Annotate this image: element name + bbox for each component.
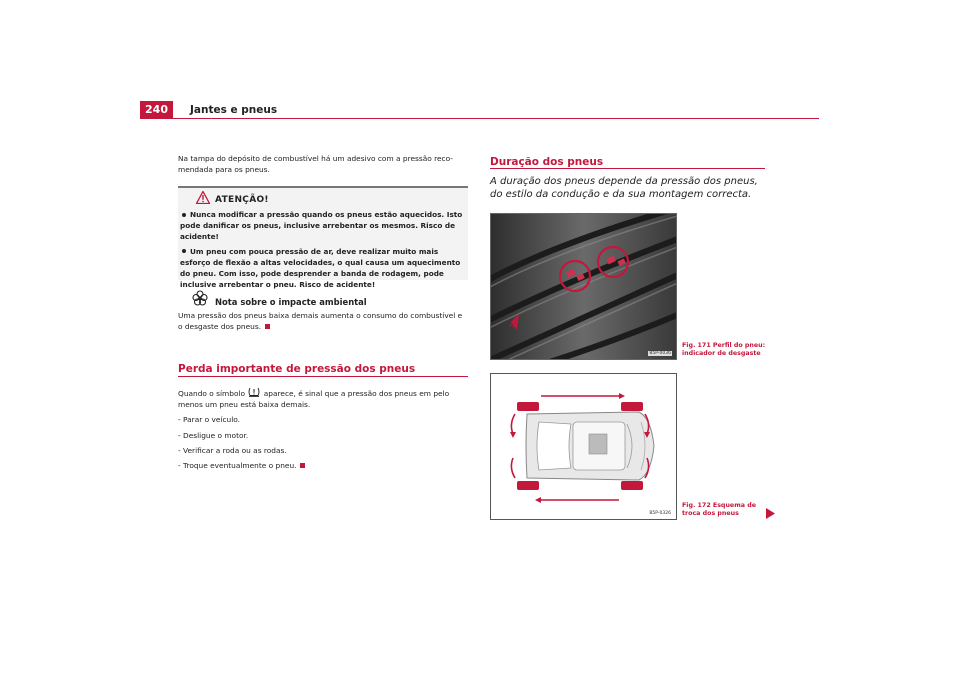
pressure-loss-body (178, 387, 468, 475)
figure-caption: Fig. 172 Esquema de troca dos pneus (682, 502, 756, 518)
tyre-tread-illustration (491, 214, 676, 359)
section-end-icon (300, 463, 305, 468)
bullet-icon (182, 213, 186, 217)
warning-list (180, 209, 466, 293)
page-title: Jantes e pneus (190, 104, 278, 116)
environment-note-text: Uma pressão dos pneus baixa demais aumenta o consumo do combustível e o desgaste dos pneus. (178, 311, 463, 332)
flower-icon (192, 290, 208, 306)
bullet-icon (182, 249, 186, 253)
svg-text:TWI: TWI (508, 316, 521, 330)
tyre-rotation-diagram (491, 374, 676, 519)
page-number: 240 (140, 101, 173, 119)
warning-item (180, 246, 466, 291)
section-title-tyre-life: Duração dos pneus (490, 156, 604, 168)
step-item: - Parar o veículo. (178, 415, 241, 425)
step-item-last (178, 460, 468, 471)
figure-tyre-rotation (490, 373, 677, 520)
figure-caption: Fig. 171 Perfil do pneu: indicador de desgaste (682, 342, 766, 358)
environment-note (178, 310, 468, 332)
step-item: - Verificar a roda ou as rodas. (178, 445, 287, 455)
warning-item-text: Um pneu com pouca pressão de ar, deve realizar muito mais esforço de flexão a altas velocidades, o qual causa um aquecimento do pneu. Com isso, pode desprender a banda de rodagem, pode inclusive arrebentar o pneu. Risco de acidente! (180, 246, 461, 290)
tyre-pressure-warning-icon (248, 387, 260, 397)
section-end-icon (265, 324, 270, 329)
section-divider (178, 376, 468, 377)
warning-title: ATENÇÃO! (215, 195, 269, 205)
intro-text: Na tampa do depósito de combustível há um adesivo com a pressão reco-mendada para os pneus. (178, 154, 453, 175)
environment-note-title: Nota sobre o impacte ambiental (215, 297, 367, 307)
figure-code: B5P-0036 (649, 351, 671, 356)
figure-tyre-tread (490, 213, 677, 360)
warning-item-text: Nunca modificar a pressão quando os pneus estão aquecidos. Isto pode danificar os pneus, inclusive arrebentar os mesmos. Risco de acidente! (180, 210, 463, 242)
pressure-loss-text-after: aparece, é sinal que a pressão dos pneus em pelo menos um pneu está baixa demais. (178, 389, 450, 410)
intro-paragraph (178, 153, 468, 175)
warning-item (180, 209, 466, 243)
section-divider (490, 168, 765, 169)
section-title-pressure-loss: Perda importante de pressão dos pneus (178, 363, 416, 375)
section-subtitle: A duração dos pneus depende da pressão dos pneus, do estilo da condução e da sua montagem correcta. (490, 176, 758, 201)
next-page-arrow-icon[interactable] (766, 508, 775, 519)
step-item-text: - Troque eventualmente o pneu. (178, 461, 297, 471)
pressure-loss-paragraph (178, 387, 468, 410)
step-item: - Desligue o motor. (178, 430, 249, 440)
figure-code: B5P-0326 (649, 511, 671, 516)
warning-triangle-icon (196, 191, 210, 204)
header-divider (173, 118, 819, 119)
pressure-loss-text-before: Quando o símbolo (178, 389, 246, 398)
warning-top-bar (178, 186, 468, 188)
